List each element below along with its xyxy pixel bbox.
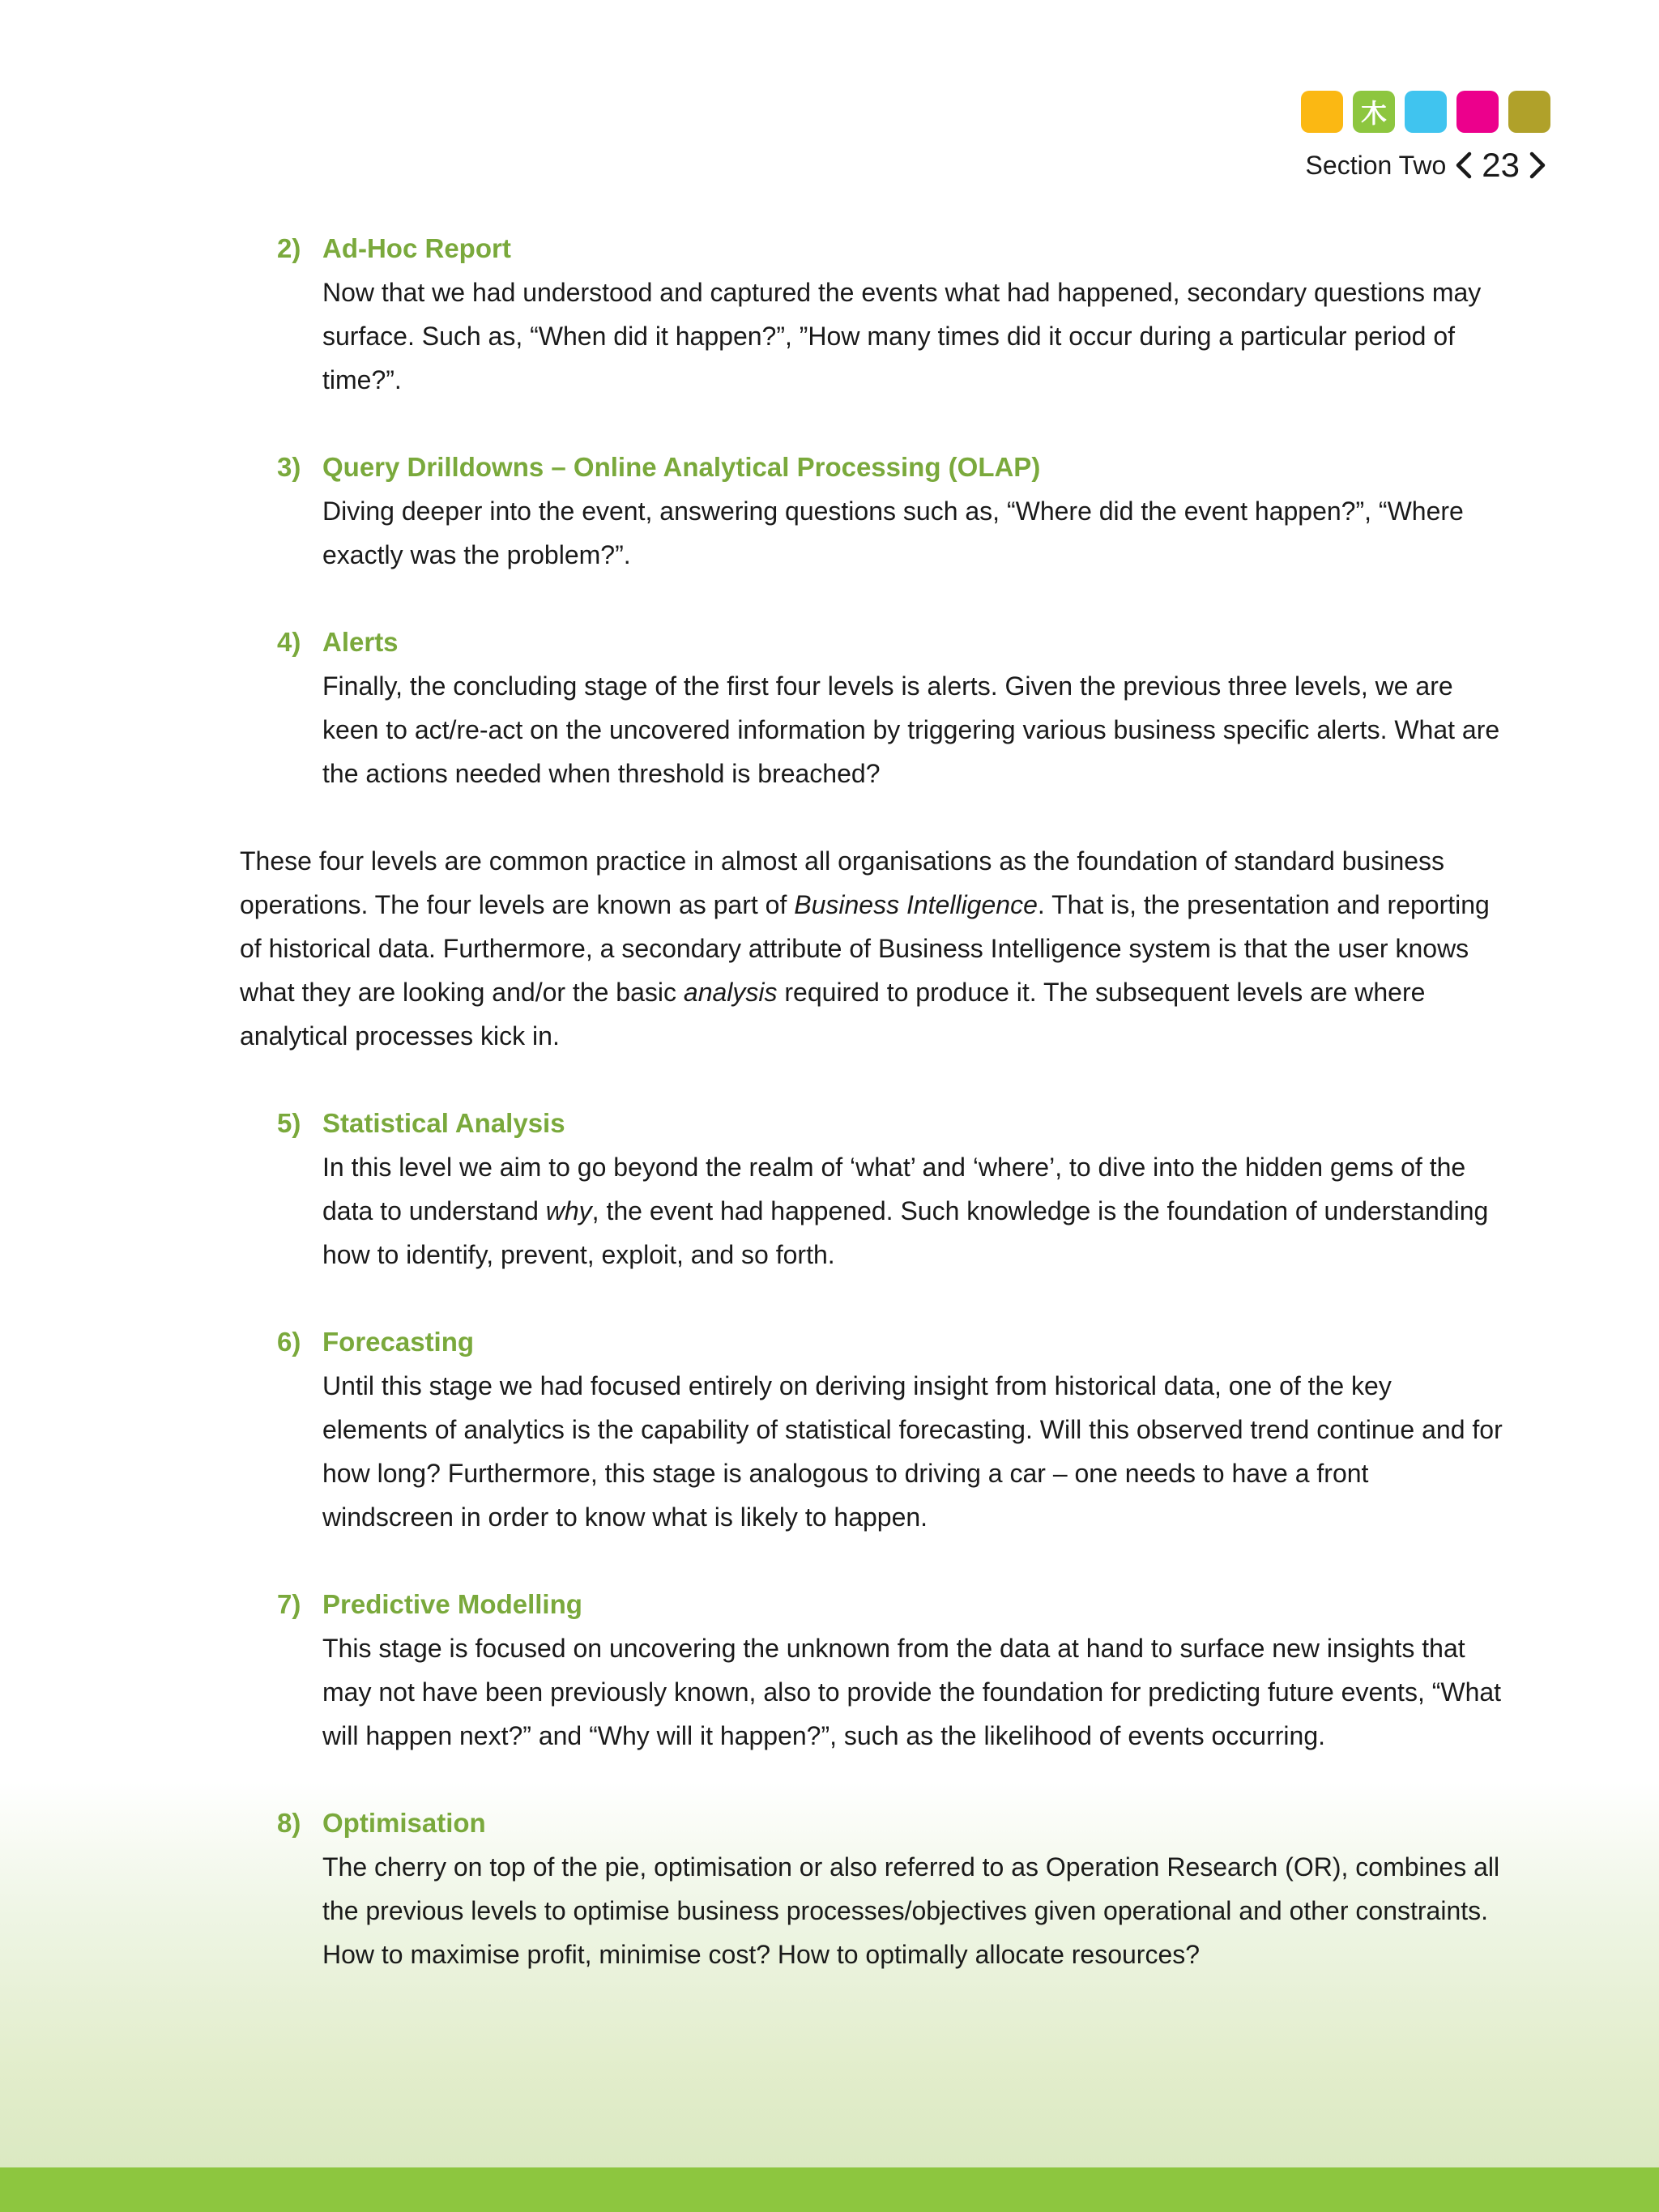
list-item <box>240 227 1503 402</box>
paragraph-text: required to produce it. The subsequent levels are where analytical processes kick in. <box>240 978 1426 1051</box>
paragraph-text: . That is, the presentation and reporting of historical data. Furthermore, a secondary attribute of Business Intelligence system is that the user knows what they are looking and/or the basic <box>240 890 1490 1007</box>
list-item <box>240 1320 1503 1539</box>
list-group-b <box>240 1320 1503 1976</box>
item-body <box>322 1145 1503 1276</box>
item-title: Statistical Analysis <box>322 1108 565 1138</box>
item-number: 4) <box>277 627 301 657</box>
page-header <box>1306 146 1549 185</box>
item-number: 5) <box>277 1108 301 1138</box>
item-body-emphasis: why <box>545 1196 592 1225</box>
paragraph-emphasis: analysis <box>683 978 778 1007</box>
item-body: The cherry on top of the pie, optimisation or also referred to as Operation Research (OR), combines all the previous levels to optimise business processes/objectives given operational and other constraints. How to maximise profit, minimise cost? How to optimally allocate resources? <box>322 1852 1500 1969</box>
item-body: Diving deeper into the event, answering questions such as, “Where did the event happen?”, “Where exactly was the problem?”. <box>322 497 1464 569</box>
item-title: Optimisation <box>322 1808 486 1838</box>
chevron-left-icon[interactable] <box>1452 149 1475 181</box>
list-item <box>240 620 1503 795</box>
item-number: 3) <box>277 452 301 482</box>
item-number: 8) <box>277 1808 301 1838</box>
list-item <box>240 1583 1503 1758</box>
item-body: Finally, the concluding stage of the first four levels is alerts. Given the previous three levels, we are keen to act/re-act on the uncovered information by triggering various business specific alerts. What are the actions needed when threshold is breached? <box>322 671 1500 788</box>
item-body-text: In this level we aim to go beyond the realm of ‘what’ and ‘where’, to dive into the hidden gems of the data to understand <box>322 1153 1466 1225</box>
item-title: Ad-Hoc Report <box>322 233 511 263</box>
section-square-3 <box>1405 91 1447 133</box>
section-squares <box>1301 91 1550 133</box>
chevron-right-icon[interactable] <box>1526 149 1549 181</box>
item-body: Until this stage we had focused entirely on deriving insight from historical data, one of the key elements of analytics is the capability of statistical forecasting. Will this observed trend continue and for how long? Furthermore, this stage is analogous to driving a car – one needs to have a front windscreen in order to know what is likely to happen. <box>322 1371 1503 1532</box>
section-square-4 <box>1456 91 1499 133</box>
section-square-5 <box>1508 91 1550 133</box>
list-item <box>240 445 1503 577</box>
item-body: This stage is focused on uncovering the unknown from the data at hand to surface new insights that may not have been previously known, also to provide the foundation for predicting future events, “What will happen next?” and “Why will it happen?”, such as the likelihood of events occurring. <box>322 1634 1502 1750</box>
footer-bar <box>0 2167 1659 2212</box>
body-paragraph <box>240 839 1503 1058</box>
section-label: Section Two <box>1305 150 1447 180</box>
paragraph-text: These four levels are common practice in almost all organisations as the foundation of standard business operations. The four levels are known as part of <box>240 846 1445 919</box>
item-number: 7) <box>277 1589 301 1619</box>
paragraph-emphasis: Business Intelligence <box>794 890 1038 919</box>
item-body: Now that we had understood and captured the events what had happened, secondary questions may surface. Such as, “When did it happen?”, ”How many times did it occur during a particular period of time?”. <box>322 278 1482 394</box>
section-square-1 <box>1301 91 1343 133</box>
item-title: Forecasting <box>322 1327 475 1357</box>
page-number: 23 <box>1482 146 1520 184</box>
section-square-2-tree-icon: 木 <box>1353 91 1395 133</box>
list-item-statistical-analysis <box>240 1102 1503 1276</box>
item-title: Query Drilldowns – Online Analytical Processing (OLAP) <box>322 452 1041 482</box>
item-number: 6) <box>277 1327 301 1357</box>
list-group-a <box>240 227 1503 795</box>
page-content <box>240 227 1503 2020</box>
item-title: Predictive Modelling <box>322 1589 582 1619</box>
item-body-text: , the event had happened. Such knowledge is the foundation of understanding how to identify, prevent, exploit, and so forth. <box>322 1196 1489 1269</box>
item-number: 2) <box>277 233 301 263</box>
list-item <box>240 1801 1503 1976</box>
item-title: Alerts <box>322 627 399 657</box>
